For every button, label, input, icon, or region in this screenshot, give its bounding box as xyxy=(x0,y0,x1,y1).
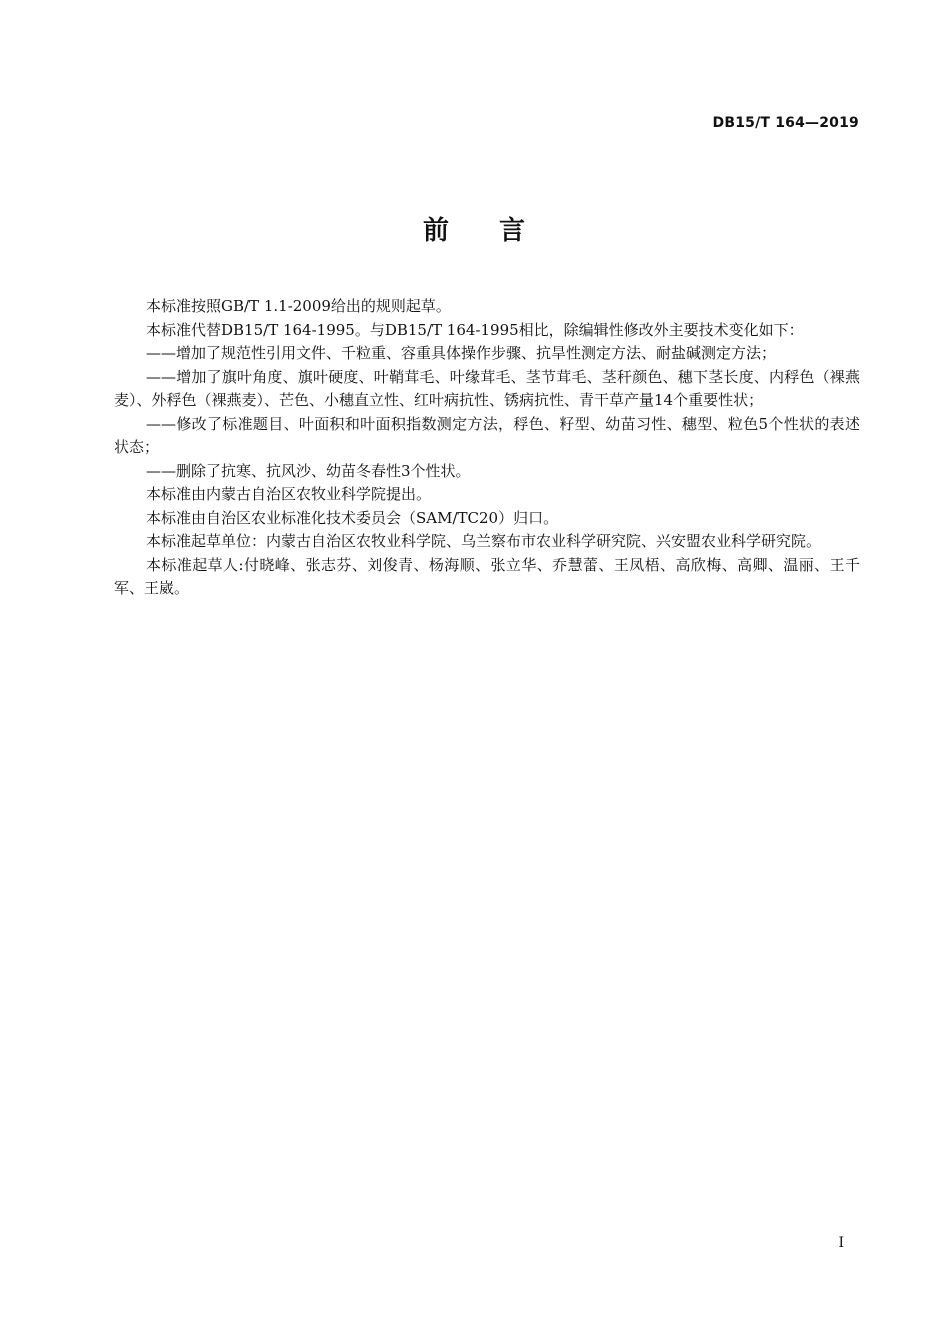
paragraph-drafting-rules: 本标准按照GB/T 1.1-2009给出的规则起草。 xyxy=(146,297,451,315)
standard-code: DB15/T 164—2019 xyxy=(712,115,859,131)
paragraph-modified: ——修改了标准题目、叶面积和叶面积指数测定方法，稃色、籽型、幼苗习性、穗型、粒色5个性状的表述状态； xyxy=(114,414,860,456)
foreword-body xyxy=(114,295,860,601)
paragraph-proposer: 本标准由内蒙古自治区农牧业科学院提出。 xyxy=(146,485,432,503)
section-title xyxy=(0,210,950,247)
paragraph-committee: 本标准由自治区农业标准化技术委员会（SAM/TC20）归口。 xyxy=(146,508,559,527)
paragraph-added-traits: ——增加了旗叶角度、旗叶硬度、叶鞘茸毛、叶缘茸毛、茎节茸毛、茎秆颜色、穗下茎长度、内稃色（裸燕麦）、外稃色（裸燕麦）、芒色、小穗直立性、红叶病抗性、锈病抗性、青干草产量14个重要性状； xyxy=(114,367,860,409)
title-char-1: 前 xyxy=(422,216,451,246)
paragraph-replacement: 本标准代替DB15/T 164-1995。与DB15/T 164-1995相比，除编辑性修改外主要技术变化如下： xyxy=(146,320,804,339)
title-char-2: 言 xyxy=(499,216,528,246)
page-number: I xyxy=(838,1235,844,1251)
paragraph-added-methods: ——增加了规范性引用文件、千粒重、容重具体操作步骤、抗旱性测定方法、耐盐碱测定方法； xyxy=(146,344,777,362)
paragraph-drafting-units: 本标准起草单位：内蒙古自治区农牧业科学院、乌兰察布市农业科学研究院、兴安盟农业科学研究院。 xyxy=(146,532,822,550)
paragraph-deleted: ——删除了抗寒、抗风沙、幼苗冬春性3个性状。 xyxy=(146,461,471,480)
paragraph-drafters: 本标准起草人:付晓峰、张志芬、刘俊青、杨海顺、张立华、乔慧蕾、王凤梧、高欣梅、高卿、温丽、王千军、王崴。 xyxy=(114,555,860,597)
